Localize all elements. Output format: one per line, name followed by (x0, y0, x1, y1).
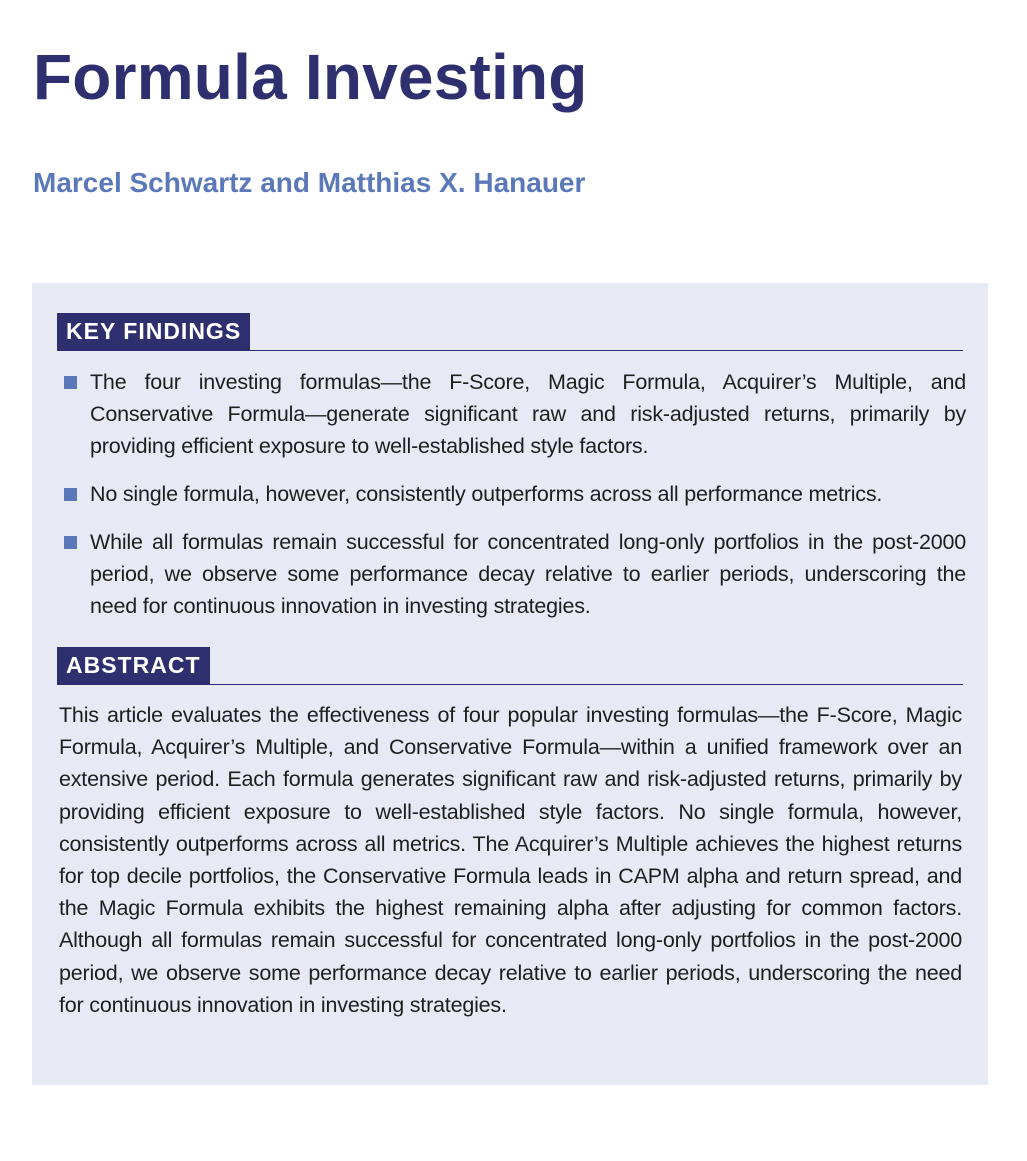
square-bullet-icon (64, 488, 77, 501)
article-title: Formula Investing (33, 41, 588, 113)
key-finding-item (60, 366, 966, 462)
abstract-text: This article evaluates the effectiveness of four popular investing formulas—the F-Score, Magic Formula, Acquirer’s Multiple, and Conservative Formula—within a unified framework over an extensive period. Each formula generates significant raw and risk-adjusted returns, primarily by providing efficient exposure to well-established style factors. No single formula, however, consistently outperforms across all metrics. The Acquirer’s Multiple achieves the highest returns for top decile portfolios, the Conservative Formula leads in CAPM alpha and return spread, and the Magic Formula exhibits the highest remaining alpha after adjusting for common factors. Although all formulas remain successful for concentrated long-only portfolios in the post-2000 period, we observe some performance decay relative to earlier periods, underscoring the need for continuous innovation in investing strategies. (59, 703, 962, 1017)
article-authors: Marcel Schwartz and Matthias X. Hanauer (33, 167, 586, 198)
key-finding-text: The four investing formulas—the F-Score, Magic Formula, Acquirer’s Multiple, and Conservative Formula—generate significant raw and risk-adjusted returns, primarily by providing efficient exposure to well-established style factors. (90, 370, 966, 458)
summary-panel (32, 283, 988, 1085)
key-finding-text: While all formulas remain successful for concentrated long-only portfolios in the post-2000 period, we observe some performance decay relative to earlier periods, underscoring the need for continuous innovation in investing strategies. (90, 530, 966, 618)
square-bullet-icon (64, 376, 77, 389)
key-finding-item (60, 478, 966, 510)
key-findings-heading: KEY FINDINGS (57, 313, 250, 350)
abstract-heading: ABSTRACT (57, 647, 210, 684)
abstract-header (57, 647, 963, 685)
key-findings-header (57, 313, 963, 351)
key-finding-text: No single formula, however, consistently outperforms across all performance metrics. (90, 482, 883, 506)
key-findings-list (60, 366, 966, 638)
square-bullet-icon (64, 536, 77, 549)
key-finding-item (60, 526, 966, 622)
